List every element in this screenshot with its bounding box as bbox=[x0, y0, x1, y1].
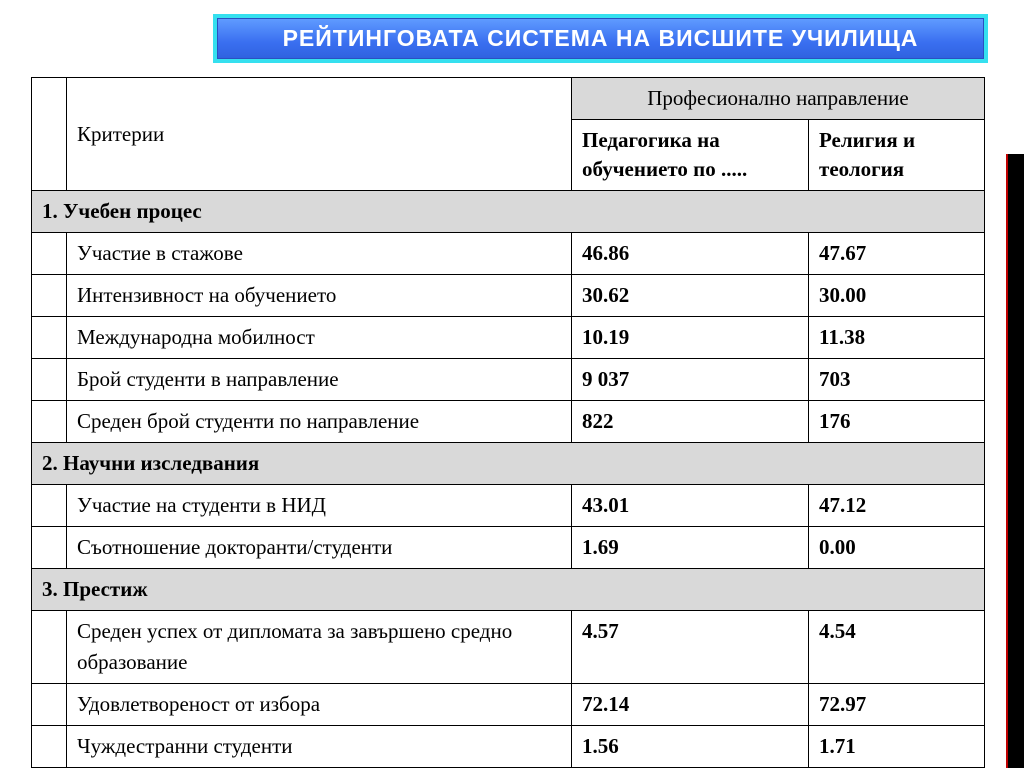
slide-side-bar bbox=[1008, 154, 1024, 768]
value-cell-religion: 1.71 bbox=[809, 726, 985, 768]
section-row bbox=[32, 191, 985, 233]
table-row bbox=[32, 684, 985, 726]
slide-title-box bbox=[213, 14, 988, 63]
criterion-cell: Участие в стажове bbox=[67, 233, 572, 275]
index-header-cell bbox=[32, 78, 67, 191]
row-index-cell bbox=[32, 527, 67, 569]
slide-title: РЕЙТИНГОВАТА СИСТЕМА НА ВИСШИТЕ УЧИЛИЩА bbox=[282, 25, 919, 51]
row-index-cell bbox=[32, 726, 67, 768]
value-cell-religion: 11.38 bbox=[809, 317, 985, 359]
section-row bbox=[32, 443, 985, 485]
slide-side-bar-top bbox=[1008, 0, 1024, 154]
section-row bbox=[32, 569, 985, 611]
table-row bbox=[32, 359, 985, 401]
criterion-cell: Брой студенти в направление bbox=[67, 359, 572, 401]
row-index-cell bbox=[32, 233, 67, 275]
table-row bbox=[32, 275, 985, 317]
row-index-cell bbox=[32, 359, 67, 401]
value-cell-religion: 0.00 bbox=[809, 527, 985, 569]
column-header-pedagogy: Педагогика на обучението по ..... bbox=[572, 120, 809, 191]
row-index-cell bbox=[32, 401, 67, 443]
table-row bbox=[32, 317, 985, 359]
criterion-cell: Интензивност на обучението bbox=[67, 275, 572, 317]
slide-title-banner bbox=[217, 18, 984, 59]
value-cell-pedagogy: 9 037 bbox=[572, 359, 809, 401]
section-title: 1. Учебен процес bbox=[32, 191, 985, 233]
value-cell-religion: 30.00 bbox=[809, 275, 985, 317]
row-index-cell bbox=[32, 485, 67, 527]
value-cell-religion: 72.97 bbox=[809, 684, 985, 726]
table-row bbox=[32, 527, 985, 569]
criteria-header: Критерии bbox=[67, 78, 572, 191]
value-cell-pedagogy: 4.57 bbox=[572, 611, 809, 684]
section-title: 2. Научни изследвания bbox=[32, 443, 985, 485]
criterion-cell: Среден брой студенти по направление bbox=[67, 401, 572, 443]
slide-side-accent-line bbox=[1006, 154, 1008, 768]
criterion-cell: Съотношение докторанти/студенти bbox=[67, 527, 572, 569]
table-row bbox=[32, 611, 985, 684]
table-row bbox=[32, 485, 985, 527]
value-cell-pedagogy: 72.14 bbox=[572, 684, 809, 726]
row-index-cell bbox=[32, 611, 67, 684]
table-row bbox=[32, 401, 985, 443]
value-cell-pedagogy: 10.19 bbox=[572, 317, 809, 359]
value-cell-religion: 703 bbox=[809, 359, 985, 401]
value-cell-pedagogy: 30.62 bbox=[572, 275, 809, 317]
table-row bbox=[32, 233, 985, 275]
value-cell-religion: 4.54 bbox=[809, 611, 985, 684]
section-title: 3. Престиж bbox=[32, 569, 985, 611]
criterion-cell: Участие на студенти в НИД bbox=[67, 485, 572, 527]
criterion-cell: Чуждестранни студенти bbox=[67, 726, 572, 768]
column-header-religion: Религия и теология bbox=[809, 120, 985, 191]
value-cell-religion: 47.67 bbox=[809, 233, 985, 275]
value-cell-religion: 47.12 bbox=[809, 485, 985, 527]
criterion-cell: Удовлетвореност от избора bbox=[67, 684, 572, 726]
row-index-cell bbox=[32, 275, 67, 317]
value-cell-pedagogy: 46.86 bbox=[572, 233, 809, 275]
value-cell-pedagogy: 822 bbox=[572, 401, 809, 443]
table-row bbox=[32, 726, 985, 768]
header-row-top bbox=[32, 78, 985, 120]
ratings-table bbox=[31, 77, 985, 768]
row-index-cell bbox=[32, 317, 67, 359]
value-cell-pedagogy: 1.69 bbox=[572, 527, 809, 569]
criterion-cell: Среден успех от дипломата за завършено средно образование bbox=[67, 611, 572, 684]
direction-header: Професионално направление bbox=[572, 78, 985, 120]
criterion-cell: Международна мобилност bbox=[67, 317, 572, 359]
value-cell-pedagogy: 43.01 bbox=[572, 485, 809, 527]
value-cell-pedagogy: 1.56 bbox=[572, 726, 809, 768]
value-cell-religion: 176 bbox=[809, 401, 985, 443]
row-index-cell bbox=[32, 684, 67, 726]
